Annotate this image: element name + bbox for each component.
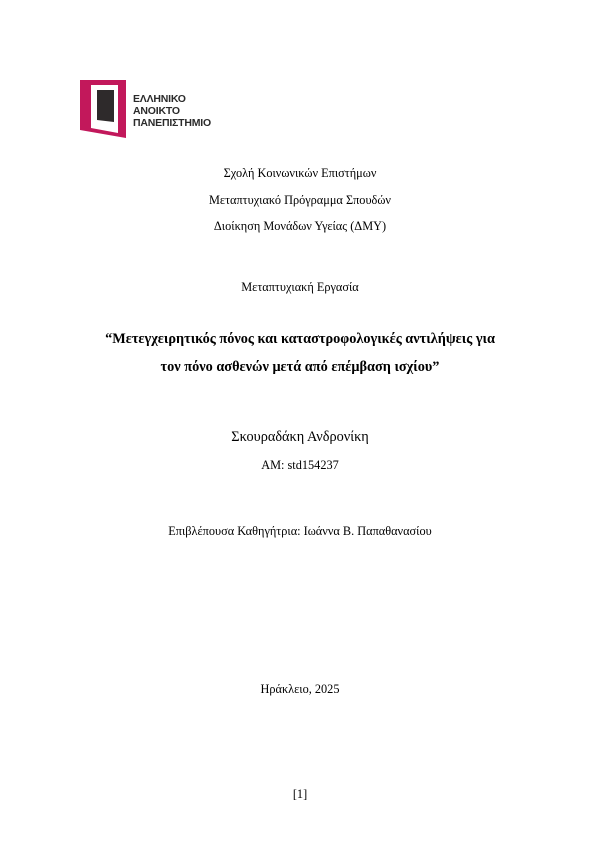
logo-mark-icon bbox=[80, 80, 132, 138]
thesis-title-line-2: τον πόνο ασθενών μετά από επέμβαση ισχίου” bbox=[160, 359, 440, 375]
document-type: Μεταπτυχιακή Εργασία bbox=[241, 280, 359, 294]
program-name: Μεταπτυχιακό Πρόγραμμα Σπουδών bbox=[208, 193, 391, 207]
logo-wordmark bbox=[133, 93, 211, 129]
place-date: Ηράκλειο, 2025 bbox=[260, 682, 340, 696]
student-id: ΑΜ: std154237 bbox=[261, 458, 339, 472]
author-name: Σκουραδάκη Ανδρονίκη bbox=[231, 429, 369, 445]
logo-line-1: ΕΛΛΗΝΙΚΟ bbox=[133, 93, 186, 105]
specialization-name: Διοίκηση Μονάδων Υγείας (ΔΜΥ) bbox=[213, 219, 387, 233]
school-name: Σχολή Κοινωνικών Επιστήμων bbox=[223, 166, 377, 180]
thesis-title-line-1: “Μετεγχειρητικός πόνος και καταστροφολογικές αντιλήψεις για bbox=[105, 331, 495, 347]
university-logo bbox=[80, 80, 230, 138]
logo-line-2: ΑΝΟΙΚΤΟ bbox=[133, 105, 180, 117]
page-number: [1] bbox=[292, 787, 308, 801]
logo-line-3: ΠΑΝΕΠΙΣΤΗΜΙΟ bbox=[133, 117, 211, 129]
supervisor: Επιβλέπουσα Καθηγήτρια: Ιωάννα Β. Παπαθανασίου bbox=[168, 524, 432, 538]
